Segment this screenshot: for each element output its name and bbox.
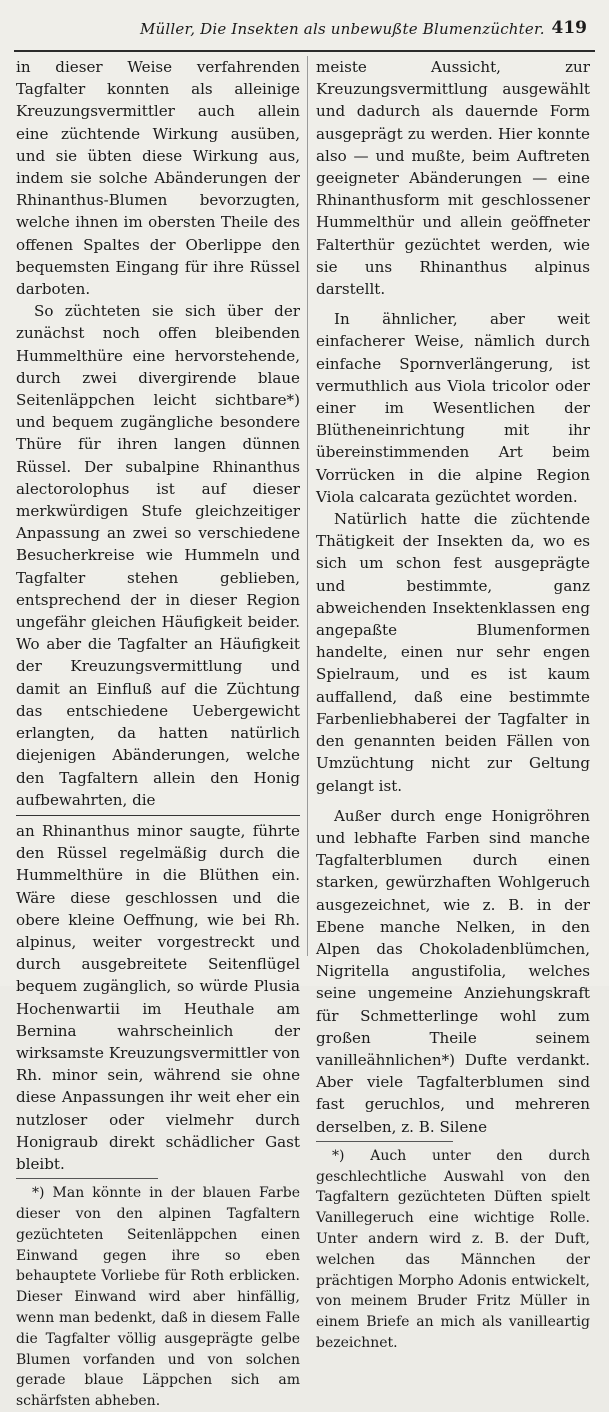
header-rule — [14, 50, 595, 52]
footnote-rule-right — [316, 1141, 453, 1142]
right-paragraph-4: Außer durch enge Honigröhren und lebhafte Farben sind manche Tagfalterblumen durch einen starken, gewürzhaften Wohlgeruch ausgezeichnet, wie z. B. in der Ebene manche Nelken, in den Alpen das Chokoladenblümchen, Nigritella angustifolia, welches seine ungemeine Anziehungskraft für Schmetterlinge wohl zum großen Theile seinem vanilleähnlichen*) Dufte verdankt. Aber viele Tagfalterblumen sind fast geruchlos, und mehreren derselben, z. B. Silene — [316, 806, 590, 1136]
footnote-rule-left — [16, 1178, 158, 1179]
running-head — [0, 0, 609, 48]
right-paragraph-2: In ähnlicher, aber weit einfacherer Weise, nämlich durch einfache Spornverlängerung, ist vermuthlich aus Viola tricolor oder einer im Wesentlichen der Blütheneinrichtung mit ihr übereinstimmenden Art beim Vorrücken in die alpine Region Viola calcarata gezüchtet worden. — [316, 310, 590, 506]
left-footnote: *) Man könnte in der blauen Farbe dieser von den alpinen Tagfaltern gezüchteten Seitenläppchen einen Einwand gegen ihre so eben behauptete Vorliebe für Roth erblicken. Dieser Einwand wird aber hinfällig, wenn man bedenkt, daß in diesem Falle die Tagfalter völlig ausgeprägte gelbe Blumen vorfanden und von solchen gerade blaue Läppchen sich am schärfsten abheben. — [16, 1185, 300, 1410]
left-paragraph-1: in dieser Weise verfahrenden Tagfalter konnten als alleinige Kreuzungsvermittler auch allein eine züchtende Wirkung ausüben, und sie übten diese Wirkung aus, indem sie solche Abänderungen der Rhinanthus-Blumen bevorzugten, welche ihnen im obersten Theile des offenen Spaltes der Oberlippe den bequemsten Eingang für ihre Rüssel darboten. — [16, 58, 300, 299]
right-paragraph-1: meiste Aussicht, zur Kreuzungsvermittlung ausgewählt und dadurch als dauernde Form ausgeprägt zu werden. Hier konnte also — und mußte, beim Auftreten geeigneter Abänderungen — eine Rhinanthusform mit geschlossener Hummelthür und allein geöffneter Falterthür gezüchtet werden, wie sie uns Rhinanthus alpinus darstellt. — [316, 58, 590, 299]
right-column — [316, 56, 590, 1354]
left-paragraph-2: So züchteten sie sich über der zunächst noch offen bleibenden Hummelthüre eine hervorstehende, durch zwei divergirende blaue Seitenläppchen leicht sichtbare*) und bequem zugängliche besondere Thüre für ihren langen dünnen Rüssel. Der subalpine Rhinanthus alectorolophus ist auf dieser merkwürdigen Stufe gleichzeitiger Anpassung an zwei so verschiedene Besucherkreise wie Hummeln und Tagfalter stehen geblieben, entsprechend der in dieser Region ungefähr gleichen Häufigkeit beider. Wo aber die Tagfalter an Häufigkeit der Kreuzungsvermittlung und damit an Einfluß auf die Züchtung das entschiedene Uebergewicht erlangten, da hatten natürlich diejenigen Abänderungen, welche den Tagfaltern allein den Honig aufbewahrten, die — [16, 302, 300, 809]
page-number: 419 — [551, 18, 587, 38]
left-column — [16, 56, 300, 1412]
paragraph-gap — [316, 300, 590, 308]
left-paragraph-3: an Rhinanthus minor saugte, führte den Rüssel regelmäßig durch die Hummelthüre in die Blüthen ein. Wäre diese geschlossen und die obere kleine Oeffnung, wie bei Rh. alpinus, weiter vorgestreckt und durch ausgebreitete Seitenflügel bequem zugänglich, so würde Plusia Hochenwartii im Heuthale am Bernina wahrscheinlich der wirksamste Kreuzungsvermittler von Rh. minor sein, während sie ohne diese Anpassungen ihr weit eher ein nutzloser oder vielmehr durch Honigraub direkt schädlicher Gast bleibt. — [16, 821, 300, 1173]
running-title: Müller, Die Insekten als unbewußte Blumenzüchter. — [140, 20, 545, 38]
column-divider — [307, 56, 308, 956]
right-paragraph-3: Natürlich hatte die züchtende Thätigkeit der Insekten da, wo es sich um schon fest ausgeprägte und bestimmte, ganz abweichenden Insektenklassen eng angepaßte Blumenformen handelte, einen nur sehr engen Spielraum, und es ist kaum auffallend, daß eine bestimmte Farbenliebhaberei der Tagfalter in den genannten beiden Fällen von Umzüchtung nicht zur Geltung gelangt ist. — [316, 510, 590, 795]
margin-mark-rule — [16, 815, 300, 816]
right-footnote: *) Auch unter den durch geschlechtliche Auswahl von den Tagfaltern gezüchteten Düften spielt Vanillegeruch eine wichtige Rolle. Unter andern wird z. B. der Duft, welchen das Männchen der prächtigen Morpho Adonis entwickelt, von meinem Bruder Fritz Müller in einem Briefe an mich als vanilleartig bezeichnet. — [316, 1147, 590, 1351]
paragraph-gap — [316, 797, 590, 805]
